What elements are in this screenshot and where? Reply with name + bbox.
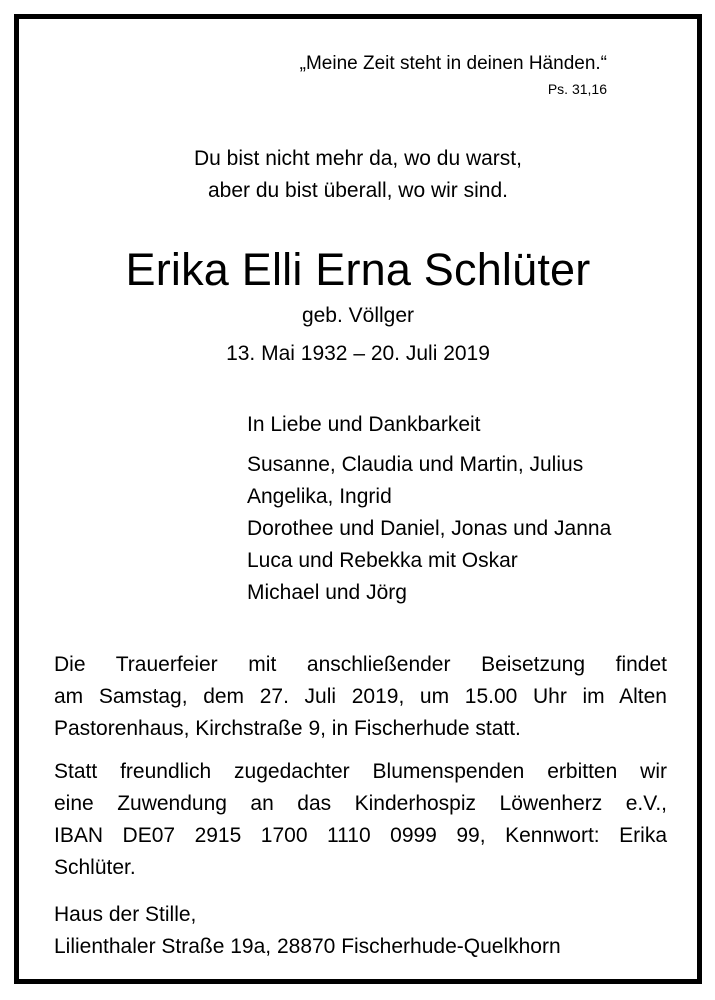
donation-line: Statt freundlich zugedachter Blumenspenden erbitten wir	[54, 760, 667, 783]
service-line: Die Trauerfeier mit anschließender Beisetzung findet	[54, 653, 667, 676]
poem-line-2: aber du bist überall, wo wir sind.	[208, 179, 508, 202]
donation-paragraph	[54, 756, 667, 884]
mourner-line: Dorothee und Daniel, Jonas und Janna	[247, 517, 612, 540]
deceased-name: Erika Elli Erna Schlüter	[125, 244, 591, 295]
donation-line: eine Zuwendung an das Kinderhospiz Löwenherz e.V.,	[54, 792, 667, 815]
obituary-notice	[14, 14, 702, 984]
donation-line: Schlüter.	[54, 856, 136, 879]
birth-name: geb. Völlger	[301, 304, 415, 327]
service-line: am Samstag, dem 27. Juli 2019, um 15.00 Uhr im Alten	[54, 685, 667, 708]
funeral-home-name: Haus der Stille,	[54, 903, 197, 926]
mourner-line: Susanne, Claudia und Martin, Julius	[247, 453, 584, 476]
bible-quote: „Meine Zeit steht in deinen Händen.“	[299, 53, 607, 74]
mourner-line: Angelika, Ingrid	[247, 485, 392, 508]
poem-line-1: Du bist nicht mehr da, wo du warst,	[194, 147, 522, 170]
mourners-block	[247, 409, 611, 609]
life-dates: 13. Mai 1932 – 20. Juli 2019	[226, 342, 490, 365]
mourners-intro: In Liebe und Dankbarkeit	[247, 413, 481, 436]
mourner-line: Luca und Rebekka mit Oskar	[247, 549, 518, 572]
funeral-home	[54, 899, 561, 963]
service-line: Pastorenhaus, Kirchstraße 9, in Fischerhude statt.	[54, 717, 521, 740]
mourner-line: Michael und Jörg	[247, 581, 407, 604]
funeral-home-address: Lilienthaler Straße 19a, 28870 Fischerhude-Quelkhorn	[54, 935, 561, 958]
service-paragraph	[54, 649, 667, 745]
donation-line: IBAN DE07 2915 1700 1110 0999 99, Kennwort: Erika	[54, 824, 667, 847]
bible-reference: Ps. 31,16	[547, 81, 607, 97]
